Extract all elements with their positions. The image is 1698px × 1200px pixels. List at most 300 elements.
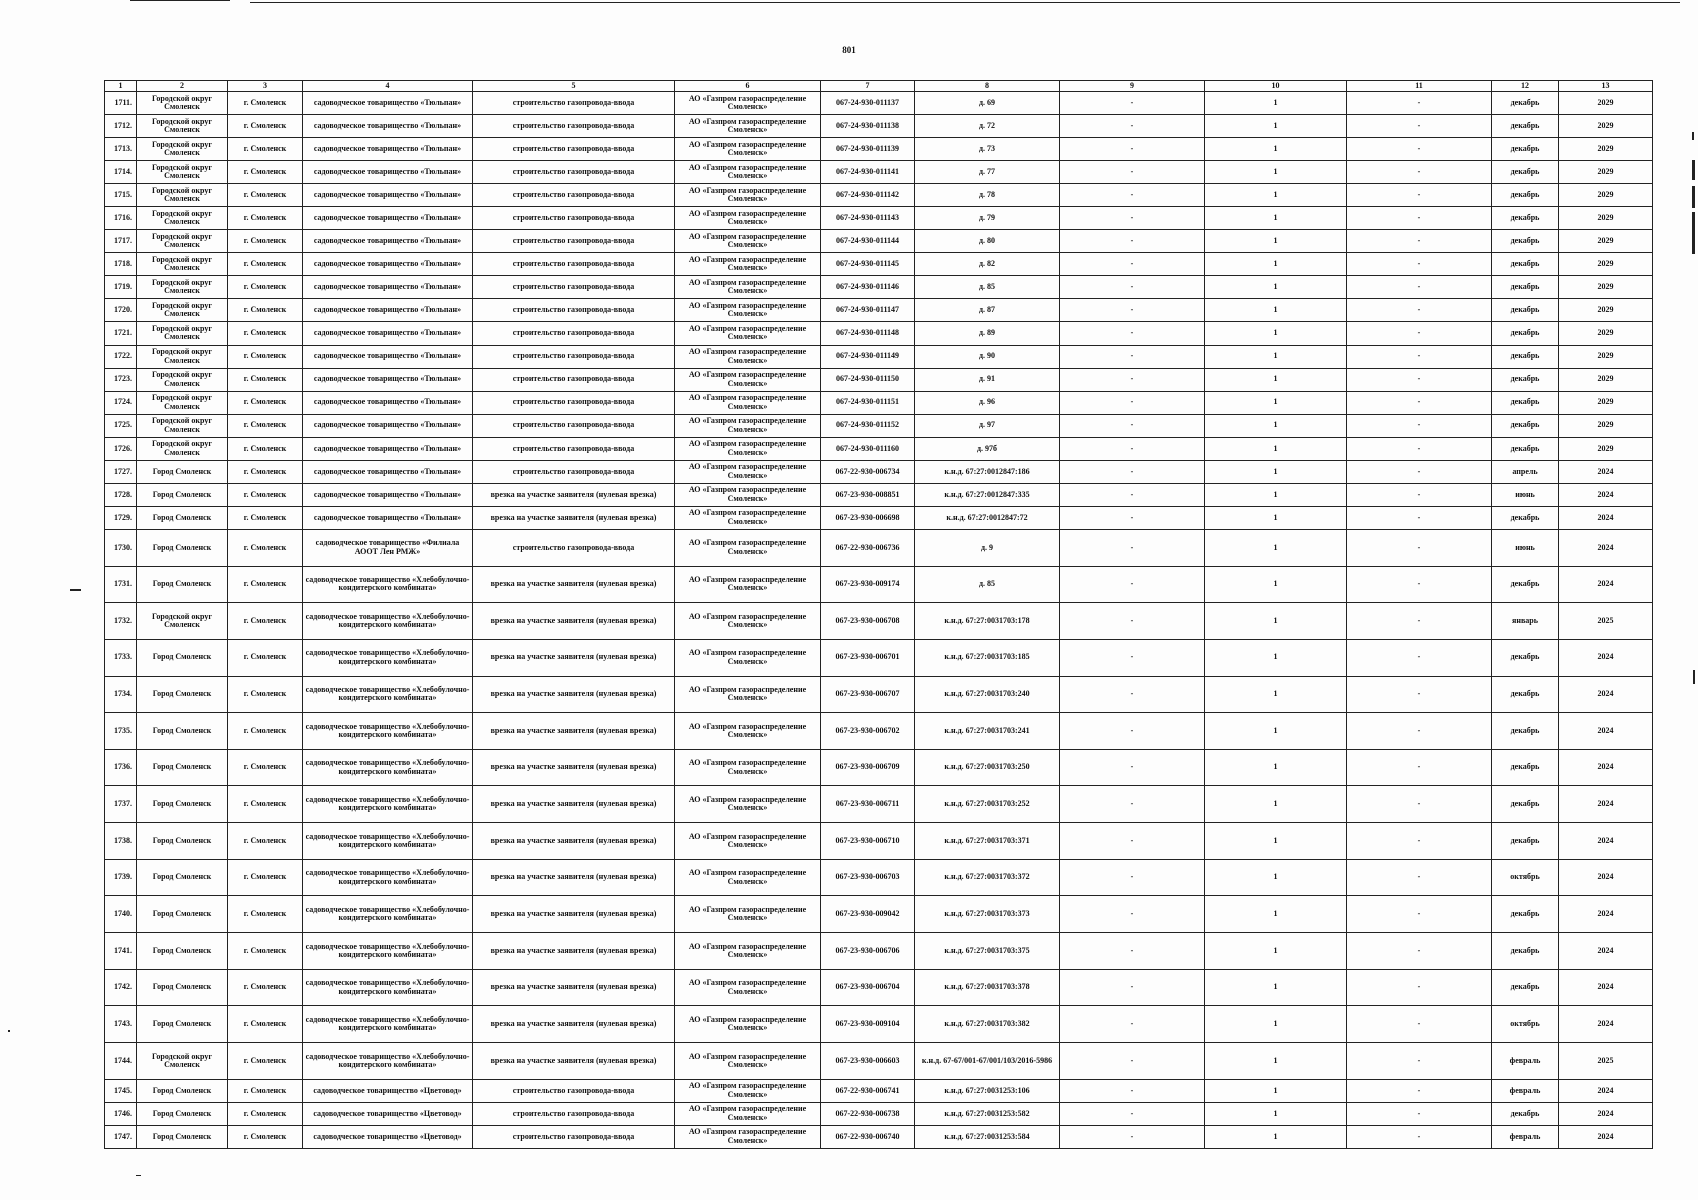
column-header: 3 — [228, 81, 303, 92]
cell-c10: 1 — [1205, 368, 1347, 391]
cell-n: 1738. — [105, 823, 137, 860]
margin-dash-left — [70, 589, 81, 591]
cell-object: садоводческое товарищество «Хлебобулочно-кондитерского комбината» — [303, 566, 473, 603]
cell-address: д. 79 — [915, 207, 1060, 230]
cell-work: строительство газопровода-ввода — [473, 299, 675, 322]
cell-work: строительство газопровода-ввода — [473, 207, 675, 230]
cell-month: декабрь — [1492, 437, 1559, 460]
cell-district: Город Смоленск — [137, 639, 228, 676]
cell-org: АО «Газпром газораспределение Смоленск» — [675, 1043, 821, 1080]
cell-c10: 1 — [1205, 529, 1347, 566]
cell-c10: 1 — [1205, 437, 1347, 460]
cell-n: 1735. — [105, 713, 137, 750]
cell-c10: 1 — [1205, 1043, 1347, 1080]
cell-address: к.н.д. 67:27:0031703:378 — [915, 969, 1060, 1006]
cell-c11: - — [1347, 138, 1492, 161]
cell-district: Город Смоленск — [137, 506, 228, 529]
cell-c9: - — [1060, 859, 1205, 896]
table-row — [105, 639, 1653, 676]
cell-n: 1723. — [105, 368, 137, 391]
cell-org: АО «Газпром газораспределение Смоленск» — [675, 437, 821, 460]
cell-district: Городской округ Смоленск — [137, 603, 228, 640]
cell-year: 2029 — [1559, 230, 1653, 253]
cell-org: АО «Газпром газораспределение Смоленск» — [675, 823, 821, 860]
cell-year: 2029 — [1559, 161, 1653, 184]
cell-district: Городской округ Смоленск — [137, 345, 228, 368]
column-header: 5 — [473, 81, 675, 92]
cell-year: 2024 — [1559, 1079, 1653, 1102]
cell-code: 067-23-930-006706 — [821, 933, 915, 970]
table-row — [105, 276, 1653, 299]
margin-dash-bottom — [136, 1175, 141, 1176]
cell-object: садоводческое товарищество «Филиала АООТ Лен РМЖ» — [303, 529, 473, 566]
cell-locality: г. Смоленск — [228, 460, 303, 483]
cell-n: 1728. — [105, 483, 137, 506]
cell-month: декабрь — [1492, 639, 1559, 676]
cell-c9: - — [1060, 115, 1205, 138]
cell-c11: - — [1347, 115, 1492, 138]
table-row — [105, 1125, 1653, 1148]
cell-address: к.н.д. 67:27:0031703:375 — [915, 933, 1060, 970]
cell-month: октябрь — [1492, 859, 1559, 896]
table-row — [105, 896, 1653, 933]
cell-locality: г. Смоленск — [228, 92, 303, 115]
cell-district: Городской округ Смоленск — [137, 368, 228, 391]
cell-org: АО «Газпром газораспределение Смоленск» — [675, 161, 821, 184]
cell-c11: - — [1347, 859, 1492, 896]
cell-code: 067-24-930-011151 — [821, 391, 915, 414]
cell-c10: 1 — [1205, 749, 1347, 786]
right-edge-mark — [1692, 132, 1694, 140]
table-row — [105, 253, 1653, 276]
cell-month: декабрь — [1492, 676, 1559, 713]
cell-object: садоводческое товарищество «Тюльпан» — [303, 391, 473, 414]
table-row — [105, 368, 1653, 391]
table-row — [105, 823, 1653, 860]
cell-code: 067-24-930-011143 — [821, 207, 915, 230]
cell-code: 067-23-930-006710 — [821, 823, 915, 860]
cell-address: к.н.д. 67:27:0031703:373 — [915, 896, 1060, 933]
cell-n: 1739. — [105, 859, 137, 896]
table-row — [105, 713, 1653, 750]
cell-org: АО «Газпром газораспределение Смоленск» — [675, 713, 821, 750]
cell-district: Город Смоленск — [137, 859, 228, 896]
cell-work: строительство газопровода-ввода — [473, 414, 675, 437]
cell-n: 1729. — [105, 506, 137, 529]
cell-c9: - — [1060, 639, 1205, 676]
cell-object: садоводческое товарищество «Тюльпан» — [303, 253, 473, 276]
cell-code: 067-23-930-008851 — [821, 483, 915, 506]
cell-n: 1727. — [105, 460, 137, 483]
cell-address: д. 97 — [915, 414, 1060, 437]
cell-address: к.н.д. 67:27:0031703:241 — [915, 713, 1060, 750]
cell-district: Город Смоленск — [137, 1006, 228, 1043]
cell-year: 2029 — [1559, 322, 1653, 345]
column-header: 1 — [105, 81, 137, 92]
cell-object: садоводческое товарищество «Тюльпан» — [303, 460, 473, 483]
table-row — [105, 969, 1653, 1006]
cell-c10: 1 — [1205, 138, 1347, 161]
cell-address: д. 96 — [915, 391, 1060, 414]
cell-org: АО «Газпром газораспределение Смоленск» — [675, 676, 821, 713]
table-row — [105, 859, 1653, 896]
cell-month: декабрь — [1492, 1102, 1559, 1125]
cell-c9: - — [1060, 786, 1205, 823]
cell-object: садоводческое товарищество «Тюльпан» — [303, 368, 473, 391]
cell-work: строительство газопровода-ввода — [473, 230, 675, 253]
cell-n: 1722. — [105, 345, 137, 368]
table-row — [105, 603, 1653, 640]
cell-org: АО «Газпром газораспределение Смоленск» — [675, 1125, 821, 1148]
column-header: 2 — [137, 81, 228, 92]
cell-address: д. 69 — [915, 92, 1060, 115]
cell-work: врезка на участке заявителя (нулевая врезка) — [473, 786, 675, 823]
cell-month: декабрь — [1492, 713, 1559, 750]
cell-work: врезка на участке заявителя (нулевая врезка) — [473, 859, 675, 896]
cell-c9: - — [1060, 933, 1205, 970]
cell-object: садоводческое товарищество «Тюльпан» — [303, 345, 473, 368]
cell-org: АО «Газпром газораспределение Смоленск» — [675, 368, 821, 391]
cell-code: 067-22-930-006738 — [821, 1102, 915, 1125]
cell-object: садоводческое товарищество «Хлебобулочно-кондитерского комбината» — [303, 676, 473, 713]
cell-work: строительство газопровода-ввода — [473, 1125, 675, 1148]
cell-district: Городской округ Смоленск — [137, 322, 228, 345]
table-row — [105, 483, 1653, 506]
cell-locality: г. Смоленск — [228, 969, 303, 1006]
cell-year: 2029 — [1559, 437, 1653, 460]
cell-address: к.н.д. 67:27:0031703:382 — [915, 1006, 1060, 1043]
cell-code: 067-22-930-006740 — [821, 1125, 915, 1148]
cell-month: апрель — [1492, 460, 1559, 483]
cell-c9: - — [1060, 230, 1205, 253]
cell-district: Город Смоленск — [137, 896, 228, 933]
cell-month: декабрь — [1492, 207, 1559, 230]
cell-c9: - — [1060, 253, 1205, 276]
cell-year: 2029 — [1559, 92, 1653, 115]
cell-c9: - — [1060, 1043, 1205, 1080]
cell-c11: - — [1347, 713, 1492, 750]
cell-year: 2024 — [1559, 969, 1653, 1006]
cell-object: садоводческое товарищество «Хлебобулочно-кондитерского комбината» — [303, 639, 473, 676]
cell-code: 067-23-930-006707 — [821, 676, 915, 713]
cell-c9: - — [1060, 161, 1205, 184]
cell-district: Город Смоленск — [137, 676, 228, 713]
cell-month: декабрь — [1492, 566, 1559, 603]
table-row — [105, 1079, 1653, 1102]
cell-work: строительство газопровода-ввода — [473, 322, 675, 345]
cell-object: садоводческое товарищество «Тюльпан» — [303, 276, 473, 299]
cell-month: декабрь — [1492, 161, 1559, 184]
cell-code: 067-24-930-011145 — [821, 253, 915, 276]
cell-district: Городской округ Смоленск — [137, 207, 228, 230]
cell-c9: - — [1060, 276, 1205, 299]
cell-n: 1726. — [105, 437, 137, 460]
cell-c9: - — [1060, 391, 1205, 414]
cell-district: Город Смоленск — [137, 1102, 228, 1125]
table-row — [105, 933, 1653, 970]
cell-c11: - — [1347, 230, 1492, 253]
cell-year: 2024 — [1559, 639, 1653, 676]
cell-address: д. 90 — [915, 345, 1060, 368]
cell-c11: - — [1347, 1006, 1492, 1043]
cell-district: Городской округ Смоленск — [137, 161, 228, 184]
cell-month: декабрь — [1492, 138, 1559, 161]
cell-org: АО «Газпром газораспределение Смоленск» — [675, 138, 821, 161]
column-header: 13 — [1559, 81, 1653, 92]
cell-org: АО «Газпром газораспределение Смоленск» — [675, 1102, 821, 1125]
cell-n: 1720. — [105, 299, 137, 322]
cell-year: 2024 — [1559, 506, 1653, 529]
cell-year: 2029 — [1559, 207, 1653, 230]
cell-work: строительство газопровода-ввода — [473, 368, 675, 391]
cell-c10: 1 — [1205, 896, 1347, 933]
cell-locality: г. Смоленск — [228, 161, 303, 184]
cell-year: 2025 — [1559, 1043, 1653, 1080]
cell-c10: 1 — [1205, 603, 1347, 640]
cell-year: 2024 — [1559, 529, 1653, 566]
cell-address: к.н.д. 67:27:0012847:72 — [915, 506, 1060, 529]
cell-year: 2029 — [1559, 345, 1653, 368]
cell-c9: - — [1060, 566, 1205, 603]
cell-work: строительство газопровода-ввода — [473, 92, 675, 115]
cell-work: врезка на участке заявителя (нулевая врезка) — [473, 969, 675, 1006]
cell-c11: - — [1347, 969, 1492, 1006]
cell-district: Город Смоленск — [137, 713, 228, 750]
cell-district: Город Смоленск — [137, 786, 228, 823]
table-row — [105, 749, 1653, 786]
cell-org: АО «Газпром газораспределение Смоленск» — [675, 230, 821, 253]
cell-code: 067-24-930-011144 — [821, 230, 915, 253]
cell-n: 1725. — [105, 414, 137, 437]
cell-month: декабрь — [1492, 933, 1559, 970]
table-row — [105, 161, 1653, 184]
cell-work: строительство газопровода-ввода — [473, 1079, 675, 1102]
cell-address: д. 77 — [915, 161, 1060, 184]
cell-c11: - — [1347, 414, 1492, 437]
cell-c10: 1 — [1205, 391, 1347, 414]
cell-c9: - — [1060, 713, 1205, 750]
cell-code: 067-24-930-011147 — [821, 299, 915, 322]
table-row — [105, 92, 1653, 115]
cell-code: 067-24-930-011160 — [821, 437, 915, 460]
cell-locality: г. Смоленск — [228, 933, 303, 970]
cell-locality: г. Смоленск — [228, 603, 303, 640]
cell-work: врезка на участке заявителя (нулевая врезка) — [473, 506, 675, 529]
cell-district: Городской округ Смоленск — [137, 276, 228, 299]
cell-locality: г. Смоленск — [228, 115, 303, 138]
table-row — [105, 506, 1653, 529]
cell-year: 2024 — [1559, 676, 1653, 713]
cell-code: 067-23-930-006702 — [821, 713, 915, 750]
cell-c10: 1 — [1205, 1125, 1347, 1148]
cell-month: декабрь — [1492, 786, 1559, 823]
cell-month: декабрь — [1492, 230, 1559, 253]
cell-address: д. 91 — [915, 368, 1060, 391]
cell-c11: - — [1347, 161, 1492, 184]
cell-c10: 1 — [1205, 345, 1347, 368]
cell-address: д. 80 — [915, 230, 1060, 253]
cell-n: 1747. — [105, 1125, 137, 1148]
cell-c9: - — [1060, 414, 1205, 437]
cell-org: АО «Газпром газораспределение Смоленск» — [675, 460, 821, 483]
cell-district: Городской округ Смоленск — [137, 230, 228, 253]
cell-c11: - — [1347, 1079, 1492, 1102]
cell-org: АО «Газпром газораспределение Смоленск» — [675, 566, 821, 603]
cell-org: АО «Газпром газораспределение Смоленск» — [675, 933, 821, 970]
cell-work: строительство газопровода-ввода — [473, 184, 675, 207]
cell-address: к.н.д. 67-67/001-67/001/103/2016-5986 — [915, 1043, 1060, 1080]
cell-address: д. 89 — [915, 322, 1060, 345]
cell-c11: - — [1347, 566, 1492, 603]
cell-code: 067-23-930-009174 — [821, 566, 915, 603]
cell-c9: - — [1060, 969, 1205, 1006]
cell-address: д. 85 — [915, 566, 1060, 603]
cell-year: 2029 — [1559, 138, 1653, 161]
cell-locality: г. Смоленск — [228, 1079, 303, 1102]
cell-work: врезка на участке заявителя (нулевая врезка) — [473, 713, 675, 750]
cell-month: декабрь — [1492, 391, 1559, 414]
cell-code: 067-24-930-011149 — [821, 345, 915, 368]
table-row — [105, 1102, 1653, 1125]
table-body — [105, 92, 1653, 1149]
table-row — [105, 786, 1653, 823]
cell-district: Городской округ Смоленск — [137, 299, 228, 322]
table-row — [105, 529, 1653, 566]
cell-locality: г. Смоленск — [228, 414, 303, 437]
cell-object: садоводческое товарищество «Хлебобулочно-кондитерского комбината» — [303, 749, 473, 786]
cell-locality: г. Смоленск — [228, 184, 303, 207]
cell-c9: - — [1060, 1006, 1205, 1043]
cell-c11: - — [1347, 437, 1492, 460]
cell-locality: г. Смоленск — [228, 299, 303, 322]
cell-object: садоводческое товарищество «Тюльпан» — [303, 483, 473, 506]
cell-work: строительство газопровода-ввода — [473, 345, 675, 368]
cell-c11: - — [1347, 506, 1492, 529]
cell-locality: г. Смоленск — [228, 391, 303, 414]
column-header: 7 — [821, 81, 915, 92]
cell-address: д. 78 — [915, 184, 1060, 207]
table-row — [105, 115, 1653, 138]
cell-c9: - — [1060, 299, 1205, 322]
cell-year: 2024 — [1559, 1006, 1653, 1043]
cell-code: 067-24-930-011148 — [821, 322, 915, 345]
right-edge-mark — [1692, 186, 1695, 208]
cell-org: АО «Газпром газораспределение Смоленск» — [675, 391, 821, 414]
cell-code: 067-23-930-006698 — [821, 506, 915, 529]
cell-address: д. 87 — [915, 299, 1060, 322]
cell-object: садоводческое товарищество «Тюльпан» — [303, 322, 473, 345]
cell-c10: 1 — [1205, 823, 1347, 860]
register-table — [104, 80, 1653, 1149]
column-header: 10 — [1205, 81, 1347, 92]
cell-n: 1712. — [105, 115, 137, 138]
cell-year: 2024 — [1559, 483, 1653, 506]
cell-object: садоводческое товарищество «Хлебобулочно-кондитерского комбината» — [303, 859, 473, 896]
cell-year: 2029 — [1559, 368, 1653, 391]
cell-object: садоводческое товарищество «Цветовод» — [303, 1102, 473, 1125]
cell-work: врезка на участке заявителя (нулевая врезка) — [473, 639, 675, 676]
cell-year: 2024 — [1559, 859, 1653, 896]
cell-c11: - — [1347, 184, 1492, 207]
cell-org: АО «Газпром газораспределение Смоленск» — [675, 299, 821, 322]
cell-c11: - — [1347, 460, 1492, 483]
cell-org: АО «Газпром газораспределение Смоленск» — [675, 115, 821, 138]
cell-year: 2029 — [1559, 253, 1653, 276]
cell-locality: г. Смоленск — [228, 639, 303, 676]
cell-c9: - — [1060, 749, 1205, 786]
cell-c9: - — [1060, 483, 1205, 506]
cell-locality: г. Смоленск — [228, 786, 303, 823]
cell-n: 1743. — [105, 1006, 137, 1043]
cell-code: 067-23-930-006703 — [821, 859, 915, 896]
cell-locality: г. Смоленск — [228, 345, 303, 368]
cell-locality: г. Смоленск — [228, 566, 303, 603]
cell-c9: - — [1060, 368, 1205, 391]
cell-object: садоводческое товарищество «Хлебобулочно-кондитерского комбината» — [303, 969, 473, 1006]
cell-month: декабрь — [1492, 115, 1559, 138]
cell-org: АО «Газпром газораспределение Смоленск» — [675, 506, 821, 529]
cell-month: январь — [1492, 603, 1559, 640]
table-row — [105, 138, 1653, 161]
cell-object: садоводческое товарищество «Тюльпан» — [303, 207, 473, 230]
cell-year: 2024 — [1559, 933, 1653, 970]
cell-object: садоводческое товарищество «Хлебобулочно-кондитерского комбината» — [303, 1006, 473, 1043]
cell-c10: 1 — [1205, 933, 1347, 970]
cell-c9: - — [1060, 676, 1205, 713]
cell-n: 1717. — [105, 230, 137, 253]
cell-code: 067-24-930-011138 — [821, 115, 915, 138]
table-row — [105, 460, 1653, 483]
column-header: 9 — [1060, 81, 1205, 92]
cell-locality: г. Смоленск — [228, 1102, 303, 1125]
cell-n: 1732. — [105, 603, 137, 640]
cell-year: 2025 — [1559, 603, 1653, 640]
cell-org: АО «Газпром газораспределение Смоленск» — [675, 345, 821, 368]
cell-work: врезка на участке заявителя (нулевая врезка) — [473, 483, 675, 506]
table-row — [105, 391, 1653, 414]
table-row — [105, 676, 1653, 713]
cell-work: строительство газопровода-ввода — [473, 529, 675, 566]
cell-c11: - — [1347, 368, 1492, 391]
cell-code: 067-23-930-006708 — [821, 603, 915, 640]
cell-org: АО «Газпром газораспределение Смоленск» — [675, 276, 821, 299]
cell-c10: 1 — [1205, 230, 1347, 253]
cell-c11: - — [1347, 676, 1492, 713]
column-header: 11 — [1347, 81, 1492, 92]
cell-org: АО «Газпром газораспределение Смоленск» — [675, 749, 821, 786]
cell-n: 1740. — [105, 896, 137, 933]
right-edge-mark — [1692, 212, 1695, 254]
cell-object: садоводческое товарищество «Тюльпан» — [303, 92, 473, 115]
cell-month: декабрь — [1492, 322, 1559, 345]
cell-locality: г. Смоленск — [228, 437, 303, 460]
cell-month: декабрь — [1492, 299, 1559, 322]
cell-locality: г. Смоленск — [228, 749, 303, 786]
cell-month: июнь — [1492, 483, 1559, 506]
cell-month: июнь — [1492, 529, 1559, 566]
cell-month: февраль — [1492, 1043, 1559, 1080]
cell-locality: г. Смоленск — [228, 368, 303, 391]
cell-c11: - — [1347, 896, 1492, 933]
cell-org: АО «Газпром газораспределение Смоленск» — [675, 786, 821, 823]
cell-district: Город Смоленск — [137, 529, 228, 566]
cell-work: строительство газопровода-ввода — [473, 253, 675, 276]
cell-n: 1730. — [105, 529, 137, 566]
cell-locality: г. Смоленск — [228, 138, 303, 161]
cell-object: садоводческое товарищество «Тюльпан» — [303, 138, 473, 161]
cell-c9: - — [1060, 896, 1205, 933]
cell-c9: - — [1060, 138, 1205, 161]
